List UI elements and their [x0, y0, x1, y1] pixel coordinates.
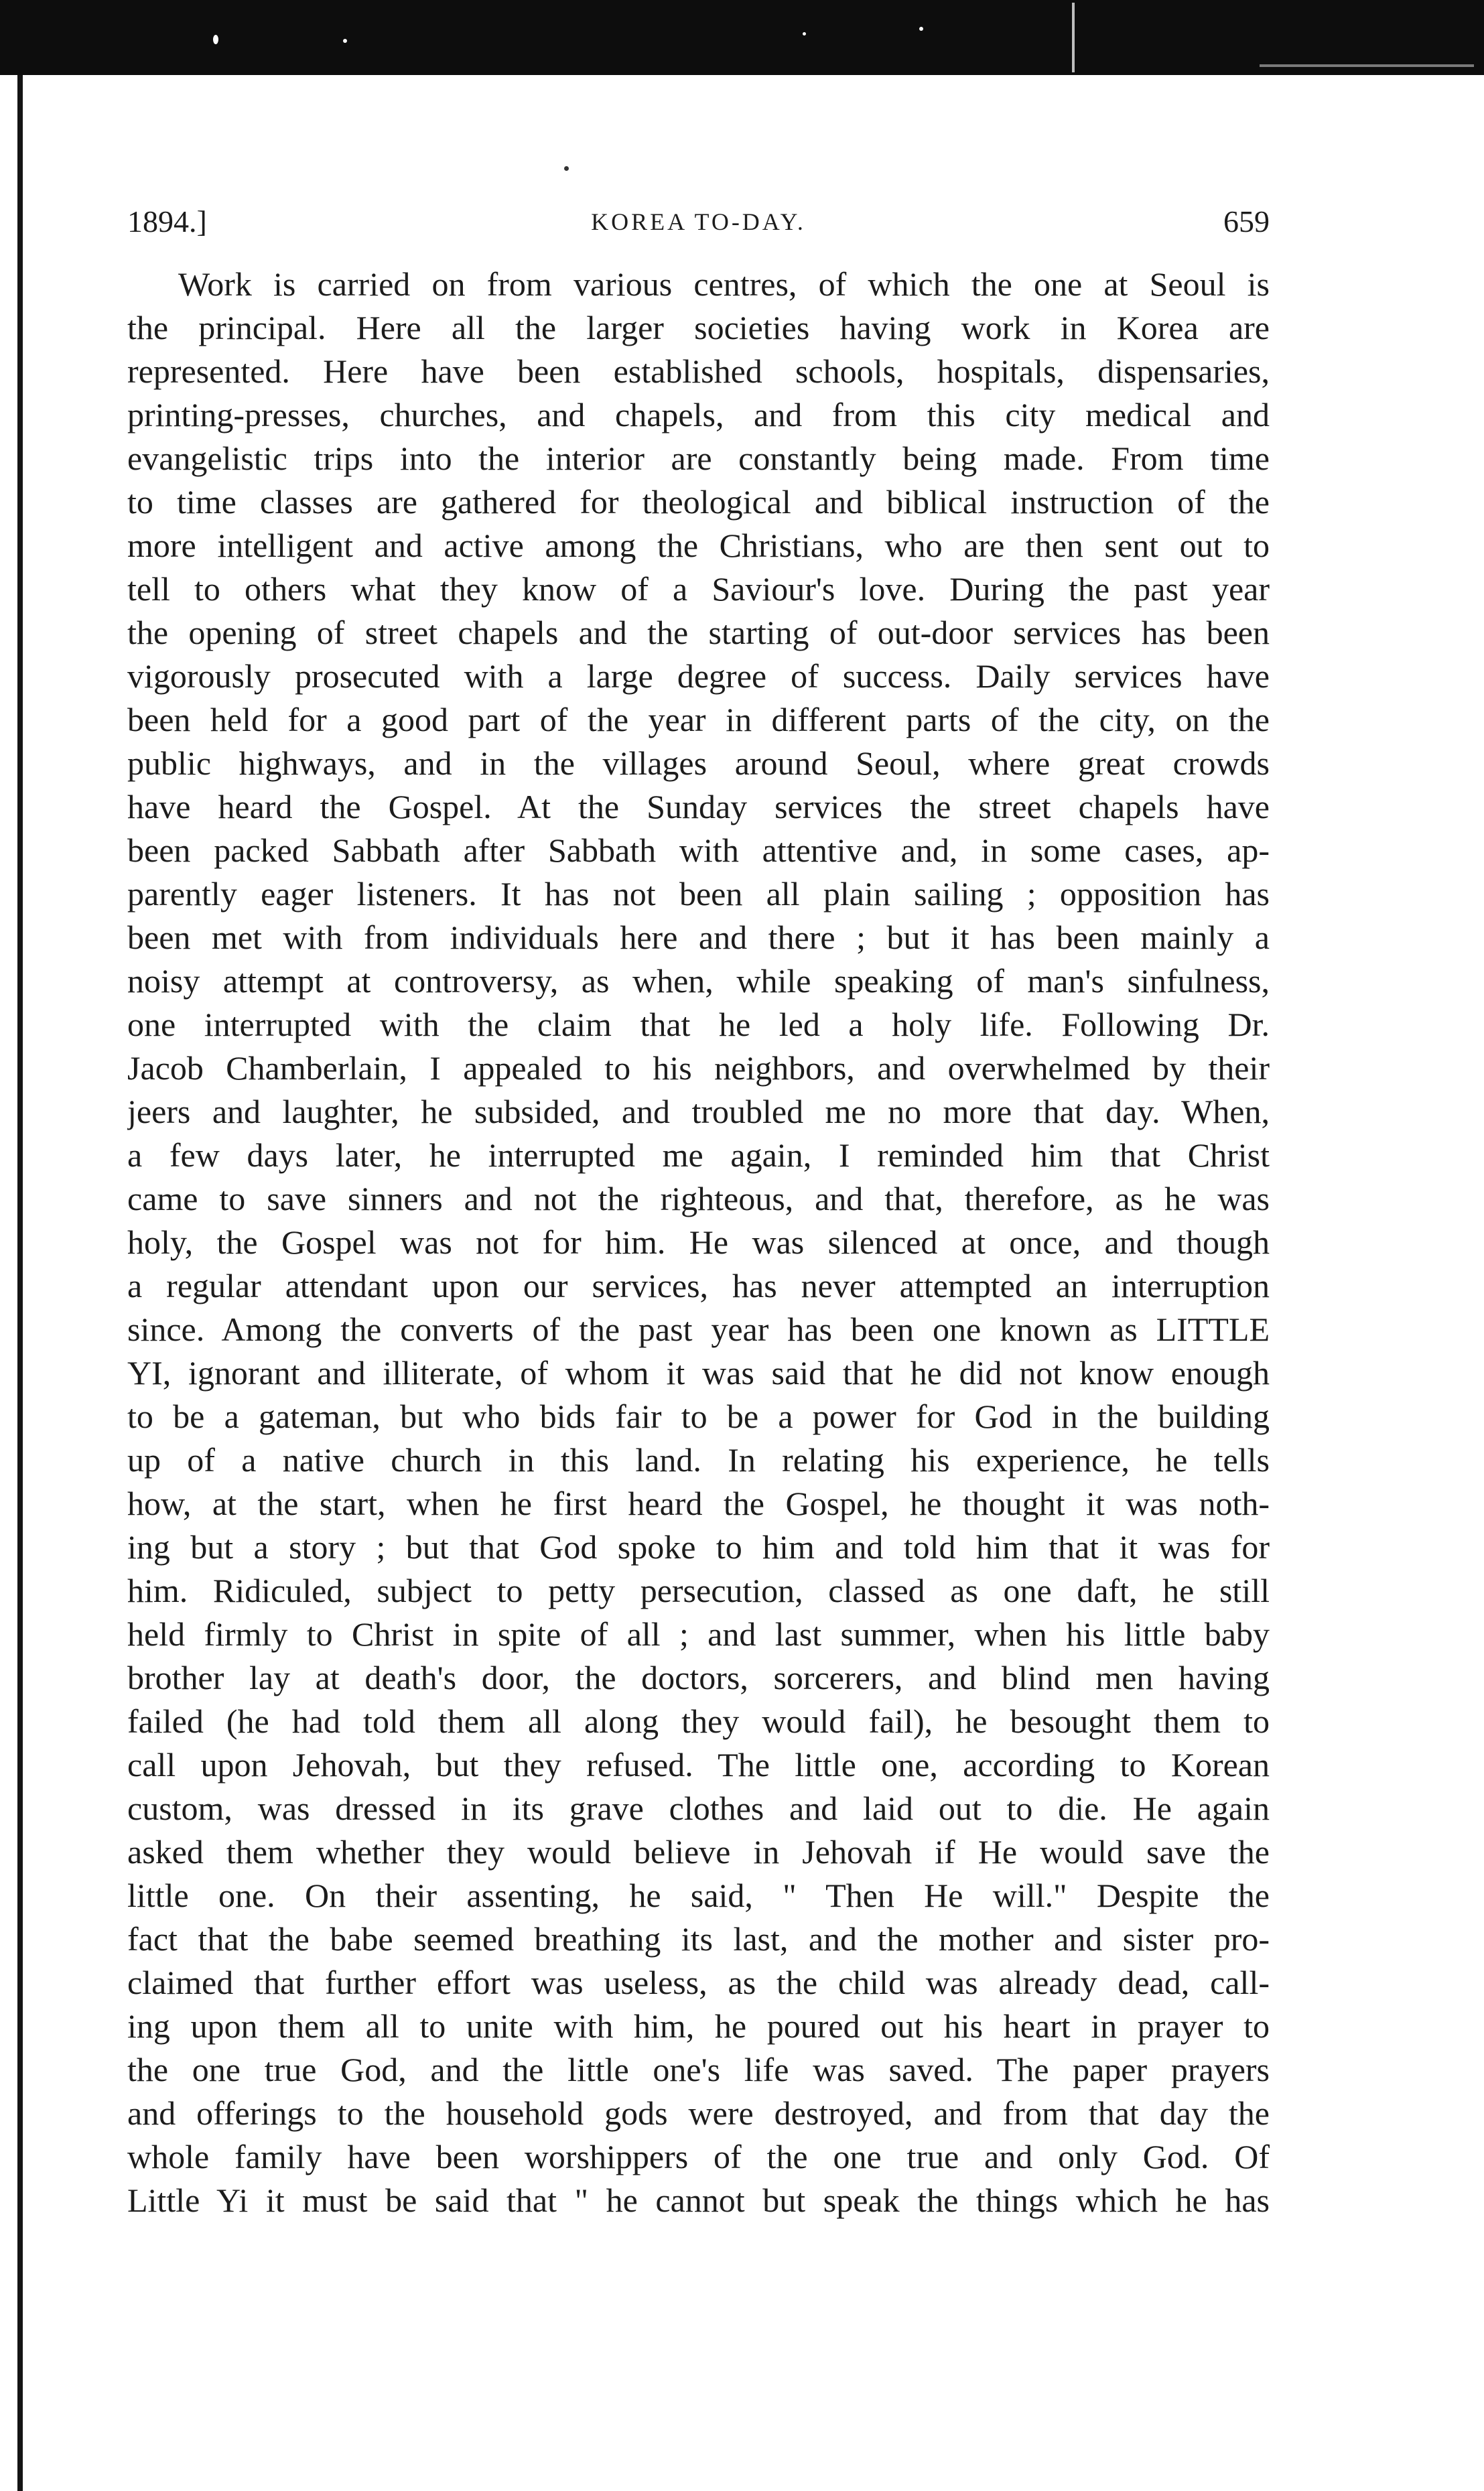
text-line: public highways, and in the villages around Seoul, where great crowds [127, 744, 1270, 782]
text-line [127, 2222, 1270, 2266]
body-paragraph [127, 263, 1270, 2266]
text-line: been packed Sabbath after Sabbath with attentive and, in some cases, ap- [127, 831, 1270, 869]
text-line: came to save sinners and not the righteous, and that, therefore, as he was [127, 1180, 1270, 1217]
text-line: claimed that further effort was useless, as the child was already dead, call- [127, 1964, 1270, 2001]
text-line: noisy attempt at controversy, as when, while speaking of man's sinfulness, [127, 962, 1270, 1000]
text-line: whole family have been worshippers of the one true and only God. Of [127, 2138, 1270, 2175]
text-line: ing upon them all to unite with him, he poured out his heart in prayer to [127, 2007, 1270, 2045]
text-line: little one. On their assenting, he said, " Then He will." Despite the [127, 1877, 1270, 1914]
text-line: since. Among the converts of the past year has been one known as LITTLE [127, 1310, 1270, 1348]
text-line: to time classes are gathered for theological and biblical instruction of the [127, 483, 1270, 521]
running-title: KOREA TO-DAY. [591, 208, 806, 235]
text-line: have heard the Gospel. At the Sunday services the street chapels have [127, 788, 1270, 825]
text-line: one interrupted with the claim that he led a holy life. Following Dr. [127, 1006, 1270, 1043]
text-line: up of a native church in this land. In relating his experience, he tells [127, 1441, 1270, 1479]
page-number: 659 [1223, 204, 1270, 239]
text-line: been held for a good part of the year in different parts of the city, on the [127, 701, 1270, 738]
text-line: the principal. Here all the larger societies having work in Korea are [127, 309, 1270, 346]
text-line: tell to others what they know of a Saviour's love. During the past year [127, 570, 1270, 608]
text-line: holy, the Gospel was not for him. He was silenced at once, and though [127, 1223, 1270, 1261]
text-line: to be a gateman, but who bids fair to be a power for God in the building [127, 1398, 1270, 1435]
text-line: a few days later, he interrupted me again, I reminded him that Christ [127, 1136, 1270, 1174]
text-line: the opening of street chapels and the starting of out-door services has been [127, 614, 1270, 651]
text-line: held firmly to Christ in spite of all ; and last summer, when his little baby [127, 1615, 1270, 1653]
header-year: 1894.] [127, 204, 207, 239]
text-line: brother lay at death's door, the doctors, sorcerers, and blind men having [127, 1659, 1270, 1696]
text-line: YI, ignorant and illiterate, of whom it was said that he did not know enough [127, 1354, 1270, 1392]
text-line: Jacob Chamberlain, I appealed to his neighbors, and overwhelmed by their [127, 1049, 1270, 1087]
text-line: fact that the babe seemed breathing its last, and the mother and sister pro- [127, 1920, 1270, 1958]
text-line: how, at the start, when he first heard the Gospel, he thought it was noth- [127, 1485, 1270, 1522]
text-line: Little Yi it must be said that " he cannot but speak the things which he has [127, 2181, 1270, 2219]
scan-border-top [0, 0, 1484, 75]
running-header [127, 198, 1270, 245]
text-line: the one true God, and the little one's life was saved. The paper prayers [127, 2051, 1270, 2088]
text-line: evangelistic trips into the interior are constantly being made. From time [127, 440, 1270, 477]
text-line: and offerings to the household gods were destroyed, and from that day the [127, 2094, 1270, 2132]
text-line: represented. Here have been established schools, hospitals, dispensaries, [127, 352, 1270, 390]
text-line: asked them whether they would believe in Jehovah if He would save the [127, 1833, 1270, 1871]
text-line: jeers and laughter, he subsided, and troubled me no more that day. When, [127, 1093, 1270, 1130]
text-line: printing-presses, churches, and chapels, and from this city medical and [127, 396, 1270, 433]
text-line: him. Ridiculed, subject to petty persecution, classed as one daft, he still [127, 1572, 1270, 1609]
text-line: more intelligent and active among the Christians, who are then sent out to [127, 527, 1270, 564]
text-line: vigorously prosecuted with a large degree of success. Daily services have [127, 657, 1270, 695]
text-line: custom, was dressed in its grave clothes and laid out to die. He again [127, 1790, 1270, 1827]
text-line: parently eager listeners. It has not been all plain sailing ; opposition has [127, 875, 1270, 913]
text-line: failed (he had told them all along they would fail), he besought them to [127, 1702, 1270, 1740]
text-line: ing but a story ; but that God spoke to him and told him that it was for [127, 1528, 1270, 1566]
text-line: a regular attendant upon our services, has never attempted an interruption [127, 1267, 1270, 1304]
ink-speck [564, 166, 569, 171]
text-line: been met with from individuals here and there ; but it has been mainly a [127, 919, 1270, 956]
text-line: call upon Jehovah, but they refused. The little one, according to Korean [127, 1746, 1270, 1783]
scan-border-left [17, 75, 23, 2491]
text-line: Work is carried on from various centres, of which the one at Seoul is [178, 265, 1270, 303]
